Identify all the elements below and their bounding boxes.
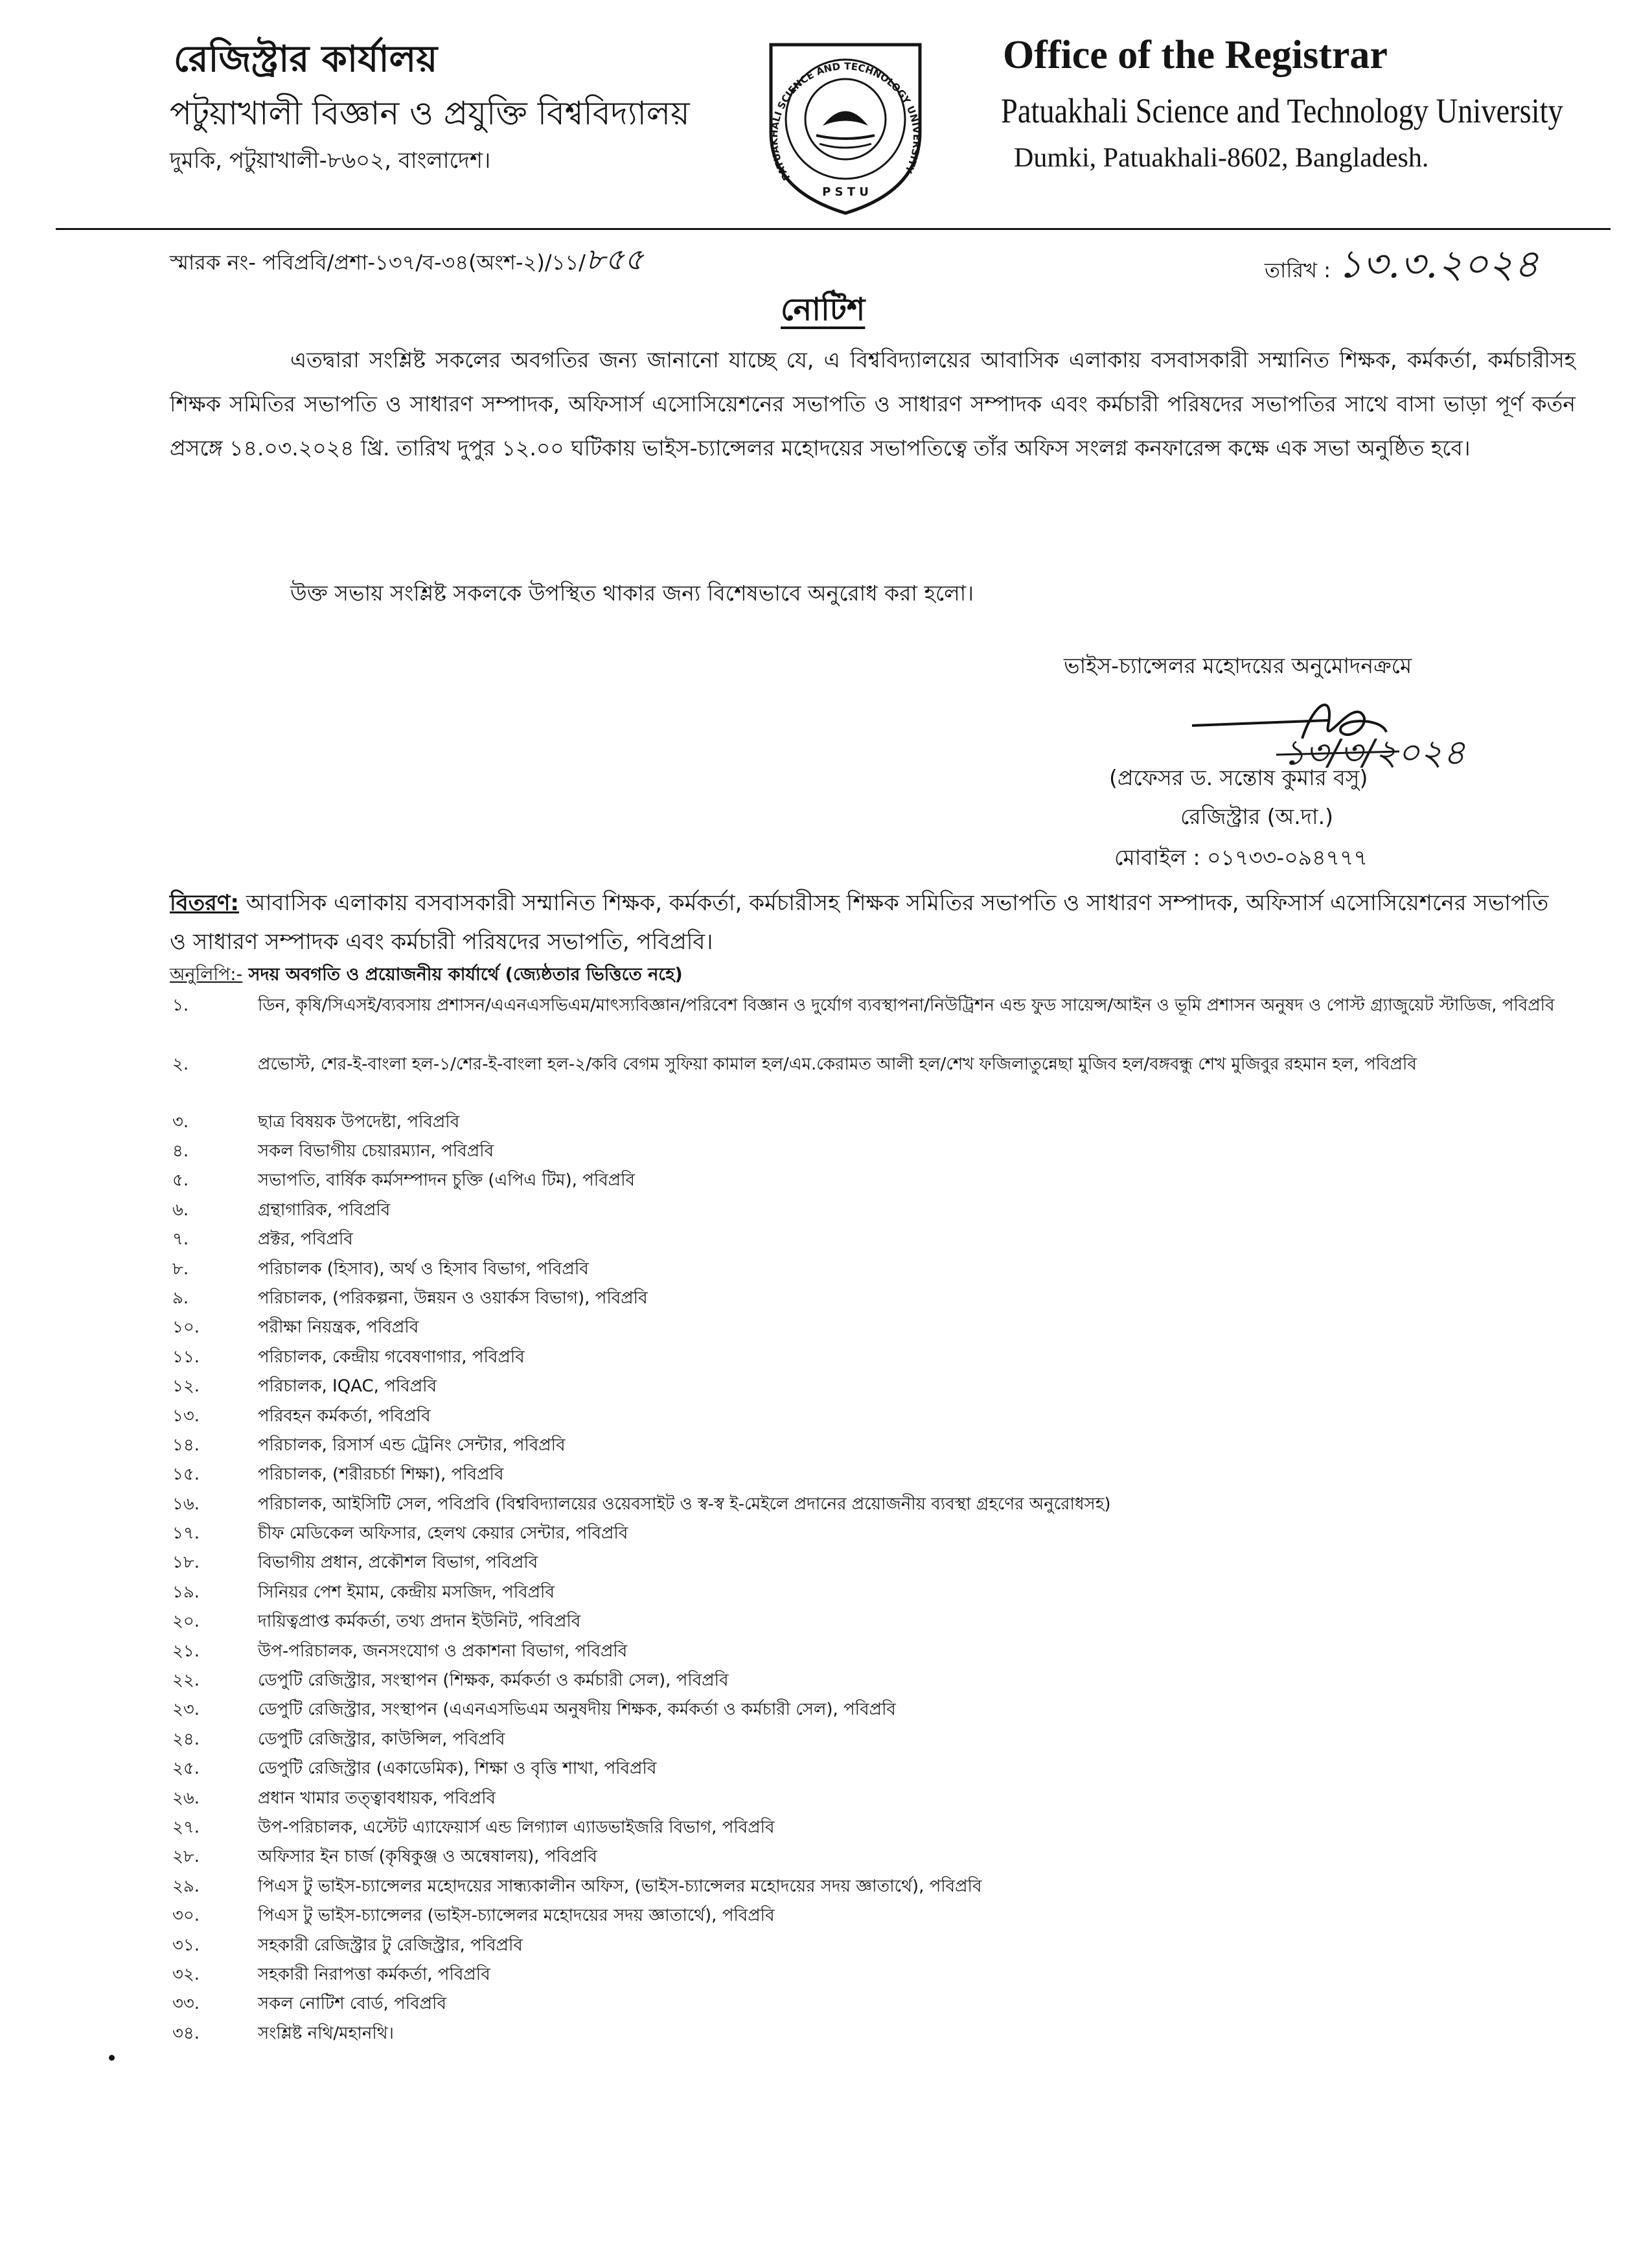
copy-item-number: ২৪.	[172, 1729, 200, 1749]
copy-item-text: সহকারী নিরাপত্তা কর্মকর্তা, পবিপ্রবি	[258, 1964, 490, 1984]
copy-item-text: ডেপুটি রেজিস্ট্রার, কাউন্সিল, পবিপ্রবি	[258, 1729, 505, 1749]
copy-item-text: পরিচালক, কেন্দ্রীয় গবেষণাগার, পবিপ্রবি	[258, 1347, 525, 1367]
copy-item	[163, 1697, 1582, 1726]
copy-item-number: ৩২.	[172, 1964, 200, 1984]
copy-item-number: ১৬.	[172, 1494, 200, 1514]
copy-item	[163, 1667, 1582, 1697]
copy-item	[163, 1373, 1582, 1403]
logo-band-text: P S T U	[822, 185, 869, 199]
copy-item-number: ১৭.	[172, 1524, 200, 1544]
memo-date-label: তারিখ :	[1265, 258, 1331, 282]
copy-item	[163, 1903, 1582, 1932]
header-en-address: Dumki, Patuakhali-8602, Bangladesh.	[1014, 143, 1429, 173]
copy-item-text: পরিবহন কর্মকর্তা, পবিপ্রবি	[258, 1406, 431, 1426]
copy-item	[163, 1197, 1582, 1226]
logo-ring-text: PATUAKHALI SCIENCE AND TECHNOLOGY UNIVERSITY	[768, 60, 923, 183]
memo-handwritten-number: ৮৫৫	[585, 242, 644, 277]
copy-item-text: দায়িত্বপ্রাপ্ত কর্মকর্তা, তথ্য প্রদান ইউনিট, পবিপ্রবি	[258, 1612, 581, 1632]
copy-item-text: প্রভোস্ট, শের-ই-বাংলা হল-১/শের-ই-বাংলা হল-২/কবি বেগম সুফিয়া কামাল হল/এম.কেরামত আলী হল/শেখ ফজিলাতুন্নেছা মুজিব হল/বঙ্গবন্ধু শেখ মুজিবুর রহমান হল, পবিপ্রবি	[258, 1054, 1417, 1074]
copy-item	[163, 1285, 1582, 1314]
copy-item-number: ২.	[172, 1054, 189, 1074]
copy-item	[163, 1579, 1582, 1609]
copy-item-text: অফিসার ইন চার্জ (কৃষিকুঞ্জ ও অন্বেষালয়), পবিপ্রবি	[258, 1847, 597, 1867]
copy-item-number: ৩১.	[172, 1935, 200, 1955]
copy-item-text: পরিচালক, (শরীরচর্চা শিক্ষা), পবিপ্রবি	[258, 1465, 504, 1485]
copy-item	[163, 1550, 1582, 1579]
university-logo	[751, 29, 939, 216]
copy-item-text: পিএস টু ভাইস-চ্যান্সেলর মহোদয়ের সান্ধ্যকালীন অফিস, (ভাইস-চ্যান্সেলর মহোদয়ের সদয় জ্ঞাতার্থে), পবিপ্রবি	[258, 1876, 982, 1896]
copy-item	[163, 1403, 1582, 1432]
copy-item	[163, 1638, 1582, 1667]
copy-item	[163, 1491, 1582, 1520]
copy-item	[163, 1815, 1582, 1844]
copy-item	[163, 1991, 1582, 2020]
copy-item-number: ৩০.	[172, 1906, 200, 1926]
copy-item	[163, 1461, 1582, 1491]
copy-item-text: গ্রন্থাগারিক, পবিপ্রবি	[258, 1200, 391, 1220]
copies-label: অনুলিপি:-	[170, 965, 243, 985]
copy-item-number: ৭.	[172, 1230, 189, 1250]
copy-item-number: ৮.	[172, 1259, 189, 1279]
copy-item-text: সংশ্লিষ্ট নথি/মহানথি।	[258, 2023, 394, 2043]
copy-item-text: পিএস টু ভাইস-চ্যান্সেলর (ভাইস-চ্যান্সেলর মহোদয়ের সদয় জ্ঞাতার্থে), পবিপ্রবি	[258, 1906, 775, 1926]
copy-item	[163, 1932, 1582, 1962]
copy-item-text: চীফ মেডিকেল অফিসার, হেলথ কেয়ার সেন্টার, পবিপ্রবি	[258, 1524, 628, 1544]
copy-item-number: ১৮.	[172, 1553, 200, 1573]
copy-item	[163, 1226, 1582, 1255]
header-bn-address: দুমকি, পটুয়াখালী-৮৬০২, বাংলাদেশ।	[170, 148, 491, 174]
copy-item	[163, 1109, 1582, 1138]
margin-dot	[109, 2055, 115, 2061]
notice-paragraph-2: উক্ত সভায় সংশ্লিষ্ট সকলকে উপস্থিত থাকার জন্য বিশেষভাবে অনুরোধ করা হলো।	[290, 580, 974, 606]
copy-item-text: ডেপুটি রেজিস্ট্রার, সংস্থাপন (এএনএসভিএম অনুষদীয় শিক্ষক, কর্মকর্তা ও কর্মচারী সেল), পবিপ্রবি	[258, 1700, 896, 1720]
copy-item-number: ৩.	[172, 1112, 189, 1132]
copy-item	[163, 1609, 1582, 1638]
copy-item-number: ২৬.	[172, 1788, 200, 1808]
copy-item-number: ২৭.	[172, 1817, 200, 1837]
signatory-name: (প্রফেসর ড. সন্তোষ কুমার বসু)	[1109, 765, 1368, 790]
copies-heading	[170, 961, 683, 991]
copy-item-number: ১৩.	[172, 1406, 200, 1426]
header-bn-university: পটুয়াখালী বিজ্ঞান ও প্রযুক্তি বিশ্ববিদ্যালয়	[170, 95, 690, 132]
copy-item-text: পরিচালক (হিসাব), অর্থ ও হিসাব বিভাগ, পবিপ্রবি	[258, 1259, 589, 1279]
copy-item-text: ছাত্র বিষয়ক উপদেষ্টা, পবিপ্রবি	[258, 1112, 460, 1132]
copy-item-text: পরিচালক, (পরিকল্পনা, উন্নয়ন ও ওয়ার্কস বিভাগ), পবিপ্রবি	[258, 1288, 648, 1308]
copy-item-number: ৫.	[172, 1171, 189, 1191]
copy-item-number: ২৮.	[172, 1847, 200, 1867]
copy-item	[163, 1756, 1582, 1785]
copy-item	[163, 1138, 1582, 1167]
copy-item-text: ডিন, কৃষি/সিএসই/ব্যবসায় প্রশাসন/এএনএসভিএম/মাৎস্যবিজ্ঞান/পরিবেশ বিজ্ঞান ও দুর্যোগ ব্যবস্থাপনা/নিউট্রিশন এন্ড ফুড সায়েন্স/আইন ও ভূমি প্রশাসন অনুষদ ও পোস্ট গ্র্যাজুয়েট স্টাডিজ, পবিপ্রবি	[258, 996, 1555, 1015]
memo-handwritten-date: ১৩.৩.২০২৪	[1337, 242, 1539, 287]
copy-item-number: ৩৪.	[172, 2023, 200, 2043]
copy-item-number: ৬.	[172, 1200, 189, 1220]
copy-item-text: বিভাগীয় প্রধান, প্রকৌশল বিভাগ, পবিপ্রবি	[258, 1553, 538, 1573]
header-en-university: Patuakhali Science and Technology University	[1001, 91, 1563, 130]
copy-item-number: ১৪.	[172, 1435, 200, 1455]
copy-item-text: পরিচালক, রিসার্স এন্ড ট্রেনিং সেন্টার, পবিপ্রবি	[258, 1435, 566, 1455]
copy-item-text: প্রধান খামার তত্ত্বাবধায়ক, পবিপ্রবি	[258, 1788, 496, 1808]
notice-title: নোটিশ	[781, 292, 866, 328]
copy-item-text: সভাপতি, বার্ষিক কর্মসম্পাদন চুক্তি (এপিএ টিম), পবিপ্রবি	[258, 1171, 635, 1191]
copy-item	[163, 1344, 1582, 1373]
signature-handwritten-date: ১৩/৩/২০২৪	[1283, 732, 1466, 773]
copy-item-text: উপ-পরিচালক, এস্টেট এ্যাফেয়ার্স এন্ড লিগ্যাল এ্যাডভাইজরি বিভাগ, পবিপ্রবি	[258, 1817, 775, 1837]
copy-item	[163, 1844, 1582, 1873]
copy-item-number: ১.	[172, 996, 189, 1015]
copy-item-number: ২৩.	[172, 1700, 200, 1720]
copy-item	[163, 2021, 1582, 2050]
copies-list	[163, 991, 1582, 2050]
copy-item-text: সিনিয়র পেশ ইমাম, কেন্দ্রীয় মসজিদ, পবিপ্রবি	[258, 1582, 555, 1602]
copy-item	[163, 1520, 1582, 1550]
copy-item-number: ২০.	[172, 1612, 200, 1632]
copy-item-text: পরিচালক, আইসিটি সেল, পবিপ্রবি (বিশ্ববিদ্যালয়ের ওয়েবসাইট ও স্ব-স্ব ই-মেইলে প্রদানের প্রয়োজনীয় ব্যবস্থা গ্রহণের অনুরোধসহ)	[258, 1494, 1111, 1514]
header-en-office: Office of the Registrar	[1003, 33, 1388, 77]
notice-paragraph-1: এতদ্বারা সংশ্লিষ্ট সকলের অবগতির জন্য জানানো যাচ্ছে যে, এ বিশ্ববিদ্যালয়ের আবাসিক এলাকায় বসবাসকারী সম্মানিত শিক্ষক, কর্মকর্তা, কর্মচারীসহ শিক্ষক সমিতির সভাপতি ও সাধারণ সম্পাদক, অফিসার্স এসোসিয়েশনের সভাপতি ও সাধারণ সম্পাদক এবং কর্মচারী পরিষদের সভাপতির সাথে বাসা ভাড়া পূর্ণ কর্তন প্রসঙ্গে ১৪.০৩.২০২৪ খ্রি. তারিখ দুপুর ১২.০০ ঘটিকায় ভাইস-চ্যান্সেলর মহোদয়ের সভাপতিত্বে তাঁর অফিস সংলগ্ন কনফারেন্স কক্ষে এক সভা অনুষ্ঠিত হবে।	[170, 347, 1576, 461]
copies-label-rest: সদয় অবগতি ও প্রয়োজনীয় কার্যার্থে (জ্যেষ্ঠতার ভিত্তিতে নহে)	[242, 965, 683, 985]
copy-item-number: ১০.	[172, 1318, 200, 1338]
copy-item	[163, 1314, 1582, 1344]
copy-item	[163, 1785, 1582, 1815]
distribution-label: বিতরণ:	[170, 890, 240, 916]
copy-item-number: ৪.	[172, 1141, 189, 1161]
copy-item	[163, 1873, 1582, 1903]
copy-item-text: সহকারী রেজিস্ট্রার টু রেজিস্ট্রার, পবিপ্রবি	[258, 1935, 523, 1955]
copy-item	[163, 1726, 1582, 1756]
header-bn-office: রেজিস্ট্রার কার্যালয়	[174, 38, 438, 80]
copy-item	[163, 1432, 1582, 1461]
memo-label: স্মারক নং- পবিপ্রবি/প্রশা-১৩৭/ব-৩৪(অংশ-২)/১১/	[170, 250, 586, 275]
approval-line: ভাইস-চ্যান্সেলর মহোদয়ের অনুমোদনক্রমে	[1064, 653, 1412, 678]
copy-item-number: ৩৩.	[172, 1994, 200, 2014]
copy-item-text: সকল নোটিশ বোর্ড, পবিপ্রবি	[258, 1994, 446, 2014]
copy-item-text: উপ-পরিচালক, জনসংযোগ ও প্রকাশনা বিভাগ, পবিপ্রবি	[258, 1641, 628, 1661]
memo-number	[170, 237, 643, 286]
copy-item-number: ২৯.	[172, 1876, 200, 1896]
copy-item-number: ১৯.	[172, 1582, 200, 1602]
copy-item-number: ১২.	[172, 1377, 200, 1397]
copy-item-number: ১৫.	[172, 1465, 200, 1485]
distribution-block	[170, 884, 1569, 961]
copies-list-container	[163, 991, 1582, 2050]
header-divider	[56, 228, 1611, 230]
copy-item-text: ডেপুটি রেজিস্ট্রার (একাডেমিক), শিক্ষা ও বৃত্তি শাখা, পবিপ্রবি	[258, 1759, 657, 1779]
copy-item	[163, 1050, 1582, 1109]
signatory-designation: রেজিস্ট্রার (অ.দা.)	[1180, 804, 1333, 829]
copy-item-text: প্রক্টর, পবিপ্রবি	[258, 1230, 353, 1250]
copy-item-text: ডেপুটি রেজিস্ট্রার, সংস্থাপন (শিক্ষক, কর্মকর্তা ও কর্মচারী সেল), পবিপ্রবি	[258, 1671, 729, 1691]
copy-item-number: ৯.	[172, 1288, 189, 1308]
copy-item-text: পরিচালক, IQAC, পবিপ্রবি	[258, 1377, 437, 1397]
copy-item	[163, 1256, 1582, 1285]
copy-item-text: পরীক্ষা নিয়ন্ত্রক, পবিপ্রবি	[258, 1318, 419, 1338]
copy-item-number: ১১.	[172, 1347, 200, 1367]
copy-item	[163, 1962, 1582, 1991]
copy-item	[163, 1167, 1582, 1197]
memo-date	[1265, 235, 1539, 299]
copy-item	[163, 991, 1582, 1050]
copy-item-text: সকল বিভাগীয় চেয়ারম্যান, পবিপ্রবি	[258, 1141, 494, 1161]
copy-item-number: ২১.	[172, 1641, 200, 1661]
signatory-mobile: মোবাইল : ০১৭৩৩-০৯৪৭৭৭	[1114, 845, 1368, 870]
copy-item-number: ২২.	[172, 1671, 200, 1691]
distribution-text: আবাসিক এলাকায় বসবাসকারী সম্মানিত শিক্ষক, কর্মকর্তা, কর্মচারীসহ শিক্ষক সমিতির সভাপতি ও সাধারণ সম্পাদক, অফিসার্স এসোসিয়েশনের সভাপতি ও সাধারণ সম্পাদক এবং কর্মচারী পরিষদের সভাপতি, পবিপ্রবি।	[170, 890, 1549, 955]
copy-item-number: ২৫.	[172, 1759, 200, 1779]
